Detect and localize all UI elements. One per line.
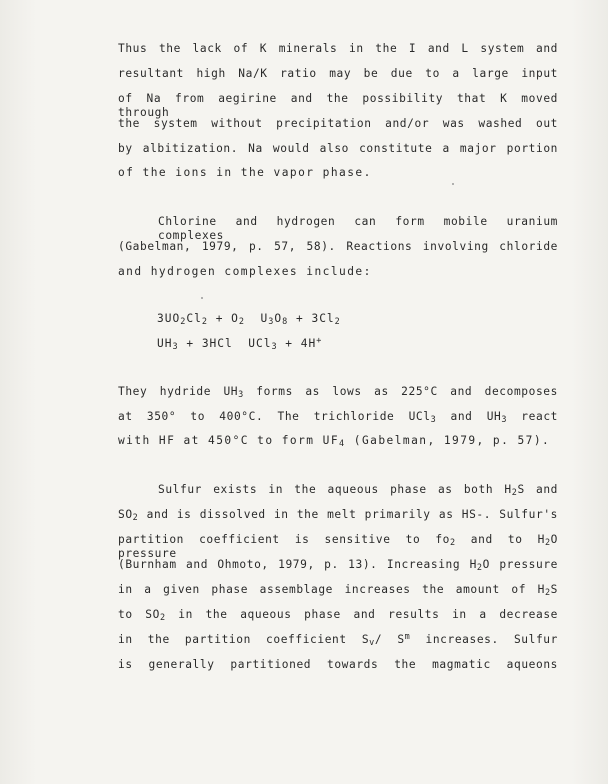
text-line: They hydride $UH_3$ forms as lows as 225°C and decomposes xyxy=(118,385,558,400)
text-line: to $SO_2$ in the aqueous phase and results in a decrease xyxy=(118,608,558,623)
equation-line: $3UO_2Cl_2 + O_2$ $U_3O_8 + 3Cl_2$ xyxy=(157,312,341,327)
text-line: in the partition coefficient $S_v/$ $S^m$ increases. Sulfur xyxy=(118,632,558,648)
text-line: and hydrogen complexes include: xyxy=(118,265,372,278)
scan-speck xyxy=(452,183,454,185)
text-line: of Na from aegirine and the possibility that K moved through xyxy=(118,92,558,119)
text-line: of the ions in the vapor phase. xyxy=(118,166,372,179)
text-line: (Burnham and Ohmoto, 1979, p. 13). Increasing $H_2O$ pressure xyxy=(118,558,558,573)
text-line: with HF at 450°C to form $UF_4$ (Gabelman, 1979, p. 57). xyxy=(118,434,551,449)
text-line: in a given phase assemblage increases the amount of $H_2S$ xyxy=(118,583,558,598)
text-line: Chlorine and hydrogen can form mobile uranium complexes xyxy=(158,215,558,242)
text-line: $SO_2$ and is dissolved in the melt primarily as HS-. Sulfur's xyxy=(118,508,558,523)
equation-line: $UH_3 + 3HCl$ UCl$_3$ + 4H+ xyxy=(157,336,323,352)
text-line: Sulfur exists in the aqueous phase as both $H_2S$ and xyxy=(158,483,558,498)
text-line: Thus the lack of K minerals in the I and L system and xyxy=(118,42,558,55)
scan-speck xyxy=(201,297,203,299)
text-line: partition coefficient is sensitive to $fo_2$ and to $H_2O$ pressure xyxy=(118,533,558,560)
text-line: at 350° to 400°C. The trichloride UCl$_3$ and $UH_3$ react xyxy=(118,410,558,425)
text-line: is generally partitioned towards the magmatic aqueons xyxy=(118,658,558,671)
text-line: (Gabelman, 1979, p. 57, 58). Reactions involving chloride xyxy=(118,240,558,253)
text-line: by albitization. Na would also constitute a major portion xyxy=(118,142,558,155)
text-line: resultant high Na/K ratio may be due to a large input xyxy=(118,67,558,80)
text-line: the system without precipitation and/or was washed out xyxy=(118,117,558,130)
